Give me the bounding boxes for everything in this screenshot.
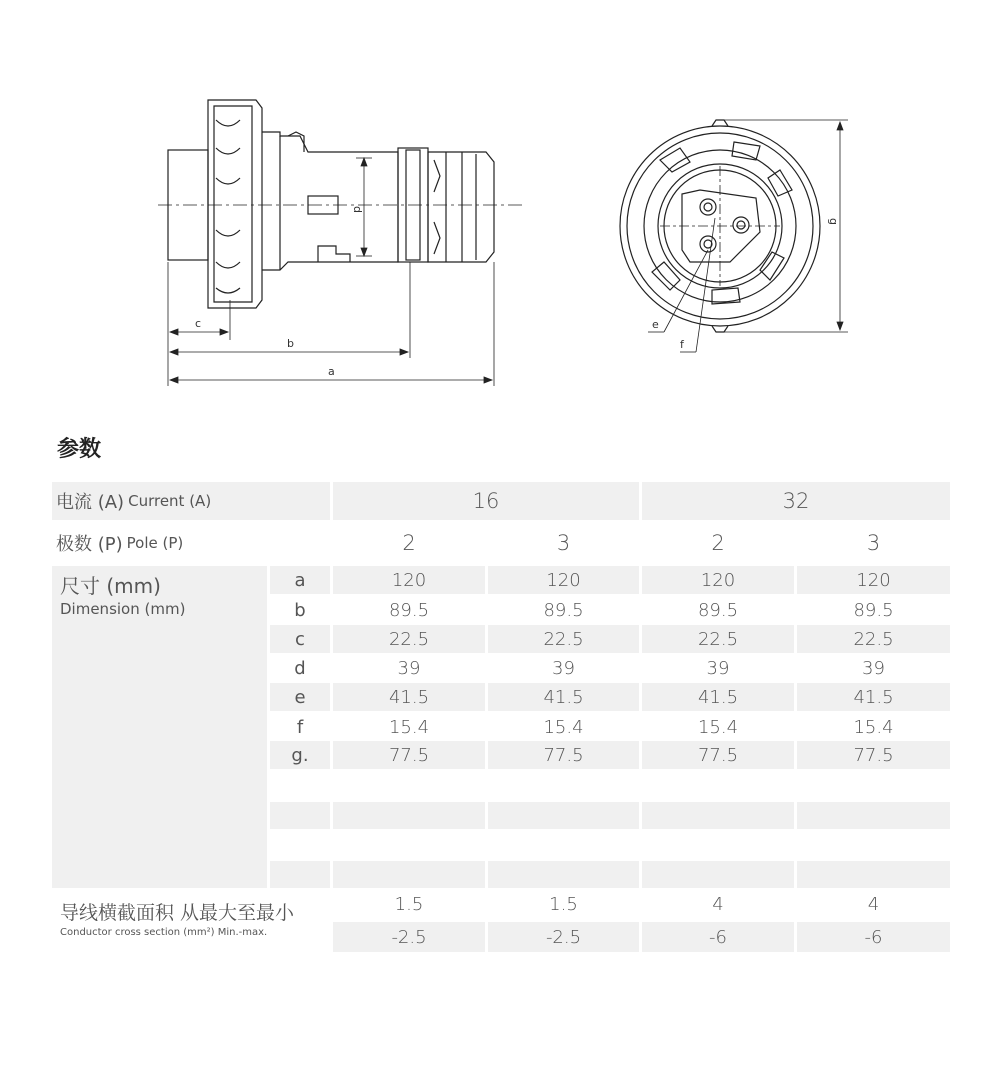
dimension-label xyxy=(60,573,185,619)
empty-cell xyxy=(797,861,950,888)
dim-value: 39 xyxy=(397,657,421,679)
dim-value: 41.5 xyxy=(642,683,794,711)
conductor-min: 1.5 xyxy=(394,893,424,915)
dimension-label-cn: 尺寸 (mm) xyxy=(60,574,161,598)
dim-value: 89.5 xyxy=(388,599,430,621)
section-title: 参数 xyxy=(57,437,102,462)
dim-value: 120 xyxy=(488,566,639,594)
pole-label xyxy=(52,524,330,562)
dim-key: g. xyxy=(270,741,330,769)
conductor-min: 1.5 xyxy=(549,893,578,915)
dim-label-c: c xyxy=(195,317,202,330)
dim-value: 22.5 xyxy=(797,625,950,653)
dim-value: 41.5 xyxy=(488,683,639,711)
empty-cell xyxy=(333,861,485,888)
empty-cell xyxy=(488,861,639,888)
conductor-max: -6 xyxy=(797,922,950,952)
dim-label-d: d xyxy=(351,206,364,213)
dim-value: 15.4 xyxy=(853,716,894,738)
empty-cell xyxy=(642,861,794,888)
dim-key: b xyxy=(294,599,306,621)
dim-value: 120 xyxy=(797,566,950,594)
pole-label-en: Pole (P) xyxy=(126,534,184,552)
pole-value: 2 xyxy=(711,531,725,555)
current-label-en: Current (A) xyxy=(128,492,212,510)
pole-value: 2 xyxy=(402,531,416,555)
dim-value: 77.5 xyxy=(488,741,639,769)
dim-value: 39 xyxy=(706,657,730,679)
empty-cell xyxy=(488,802,639,829)
conductor-min: 4 xyxy=(712,893,724,915)
dim-key: f xyxy=(296,716,304,738)
dim-value: 22.5 xyxy=(642,625,794,653)
dim-value: 120 xyxy=(333,566,485,594)
dim-value: 77.5 xyxy=(333,741,485,769)
technical-drawing xyxy=(0,0,1001,400)
conductor-label xyxy=(60,900,294,940)
dim-value: 41.5 xyxy=(333,683,485,711)
current-32: 32 xyxy=(642,482,950,520)
dimension-label-en: Dimension (mm) xyxy=(60,600,186,618)
conductor-max: -2.5 xyxy=(488,922,639,952)
dim-key: e xyxy=(270,683,330,711)
current-label xyxy=(52,482,330,520)
pole-value: 3 xyxy=(556,531,571,555)
dim-key: a xyxy=(270,566,330,594)
pole-value: 3 xyxy=(866,531,881,555)
dim-value: 89.5 xyxy=(543,599,584,621)
dim-label-f: f xyxy=(680,338,684,351)
conductor-min: 4 xyxy=(867,893,880,915)
empty-row xyxy=(270,772,950,800)
conductor-label-cn: 导线横截面积 从最大至最小 xyxy=(60,902,295,924)
empty-cell xyxy=(642,802,794,829)
dim-value: 39 xyxy=(552,657,575,679)
dim-value: 15.4 xyxy=(388,716,430,738)
dim-key: c xyxy=(270,625,330,653)
dim-value: 22.5 xyxy=(333,625,485,653)
dim-value: 120 xyxy=(642,566,794,594)
current-16: 16 xyxy=(333,482,639,520)
current-label-cn: 电流 (A) xyxy=(56,492,125,513)
dim-label-a: a xyxy=(328,365,335,378)
dim-value: 77.5 xyxy=(642,741,794,769)
dim-label-b: b xyxy=(287,337,294,350)
dim-value: 77.5 xyxy=(797,741,950,769)
conductor-max: -6 xyxy=(642,922,794,952)
dim-value: 39 xyxy=(862,657,885,679)
dim-value: 22.5 xyxy=(488,625,639,653)
conductor-max: -2.5 xyxy=(333,922,485,952)
dim-value: 89.5 xyxy=(853,599,894,621)
empty-cell xyxy=(797,802,950,829)
dim-value: 89.5 xyxy=(697,599,739,621)
dim-key: d xyxy=(294,657,306,679)
empty-cell xyxy=(333,802,485,829)
empty-cell xyxy=(270,802,330,829)
dim-label-g: g xyxy=(827,218,840,225)
empty-row xyxy=(270,831,950,859)
pole-label-cn: 极数 (P) xyxy=(56,534,123,555)
conductor-label-en: Conductor cross section (mm²) Min.-max. xyxy=(60,927,268,938)
dim-value: 15.4 xyxy=(543,716,584,738)
empty-cell xyxy=(270,861,330,888)
dim-label-e: e xyxy=(652,318,659,331)
dim-value: 41.5 xyxy=(797,683,950,711)
dim-value: 15.4 xyxy=(697,716,739,738)
